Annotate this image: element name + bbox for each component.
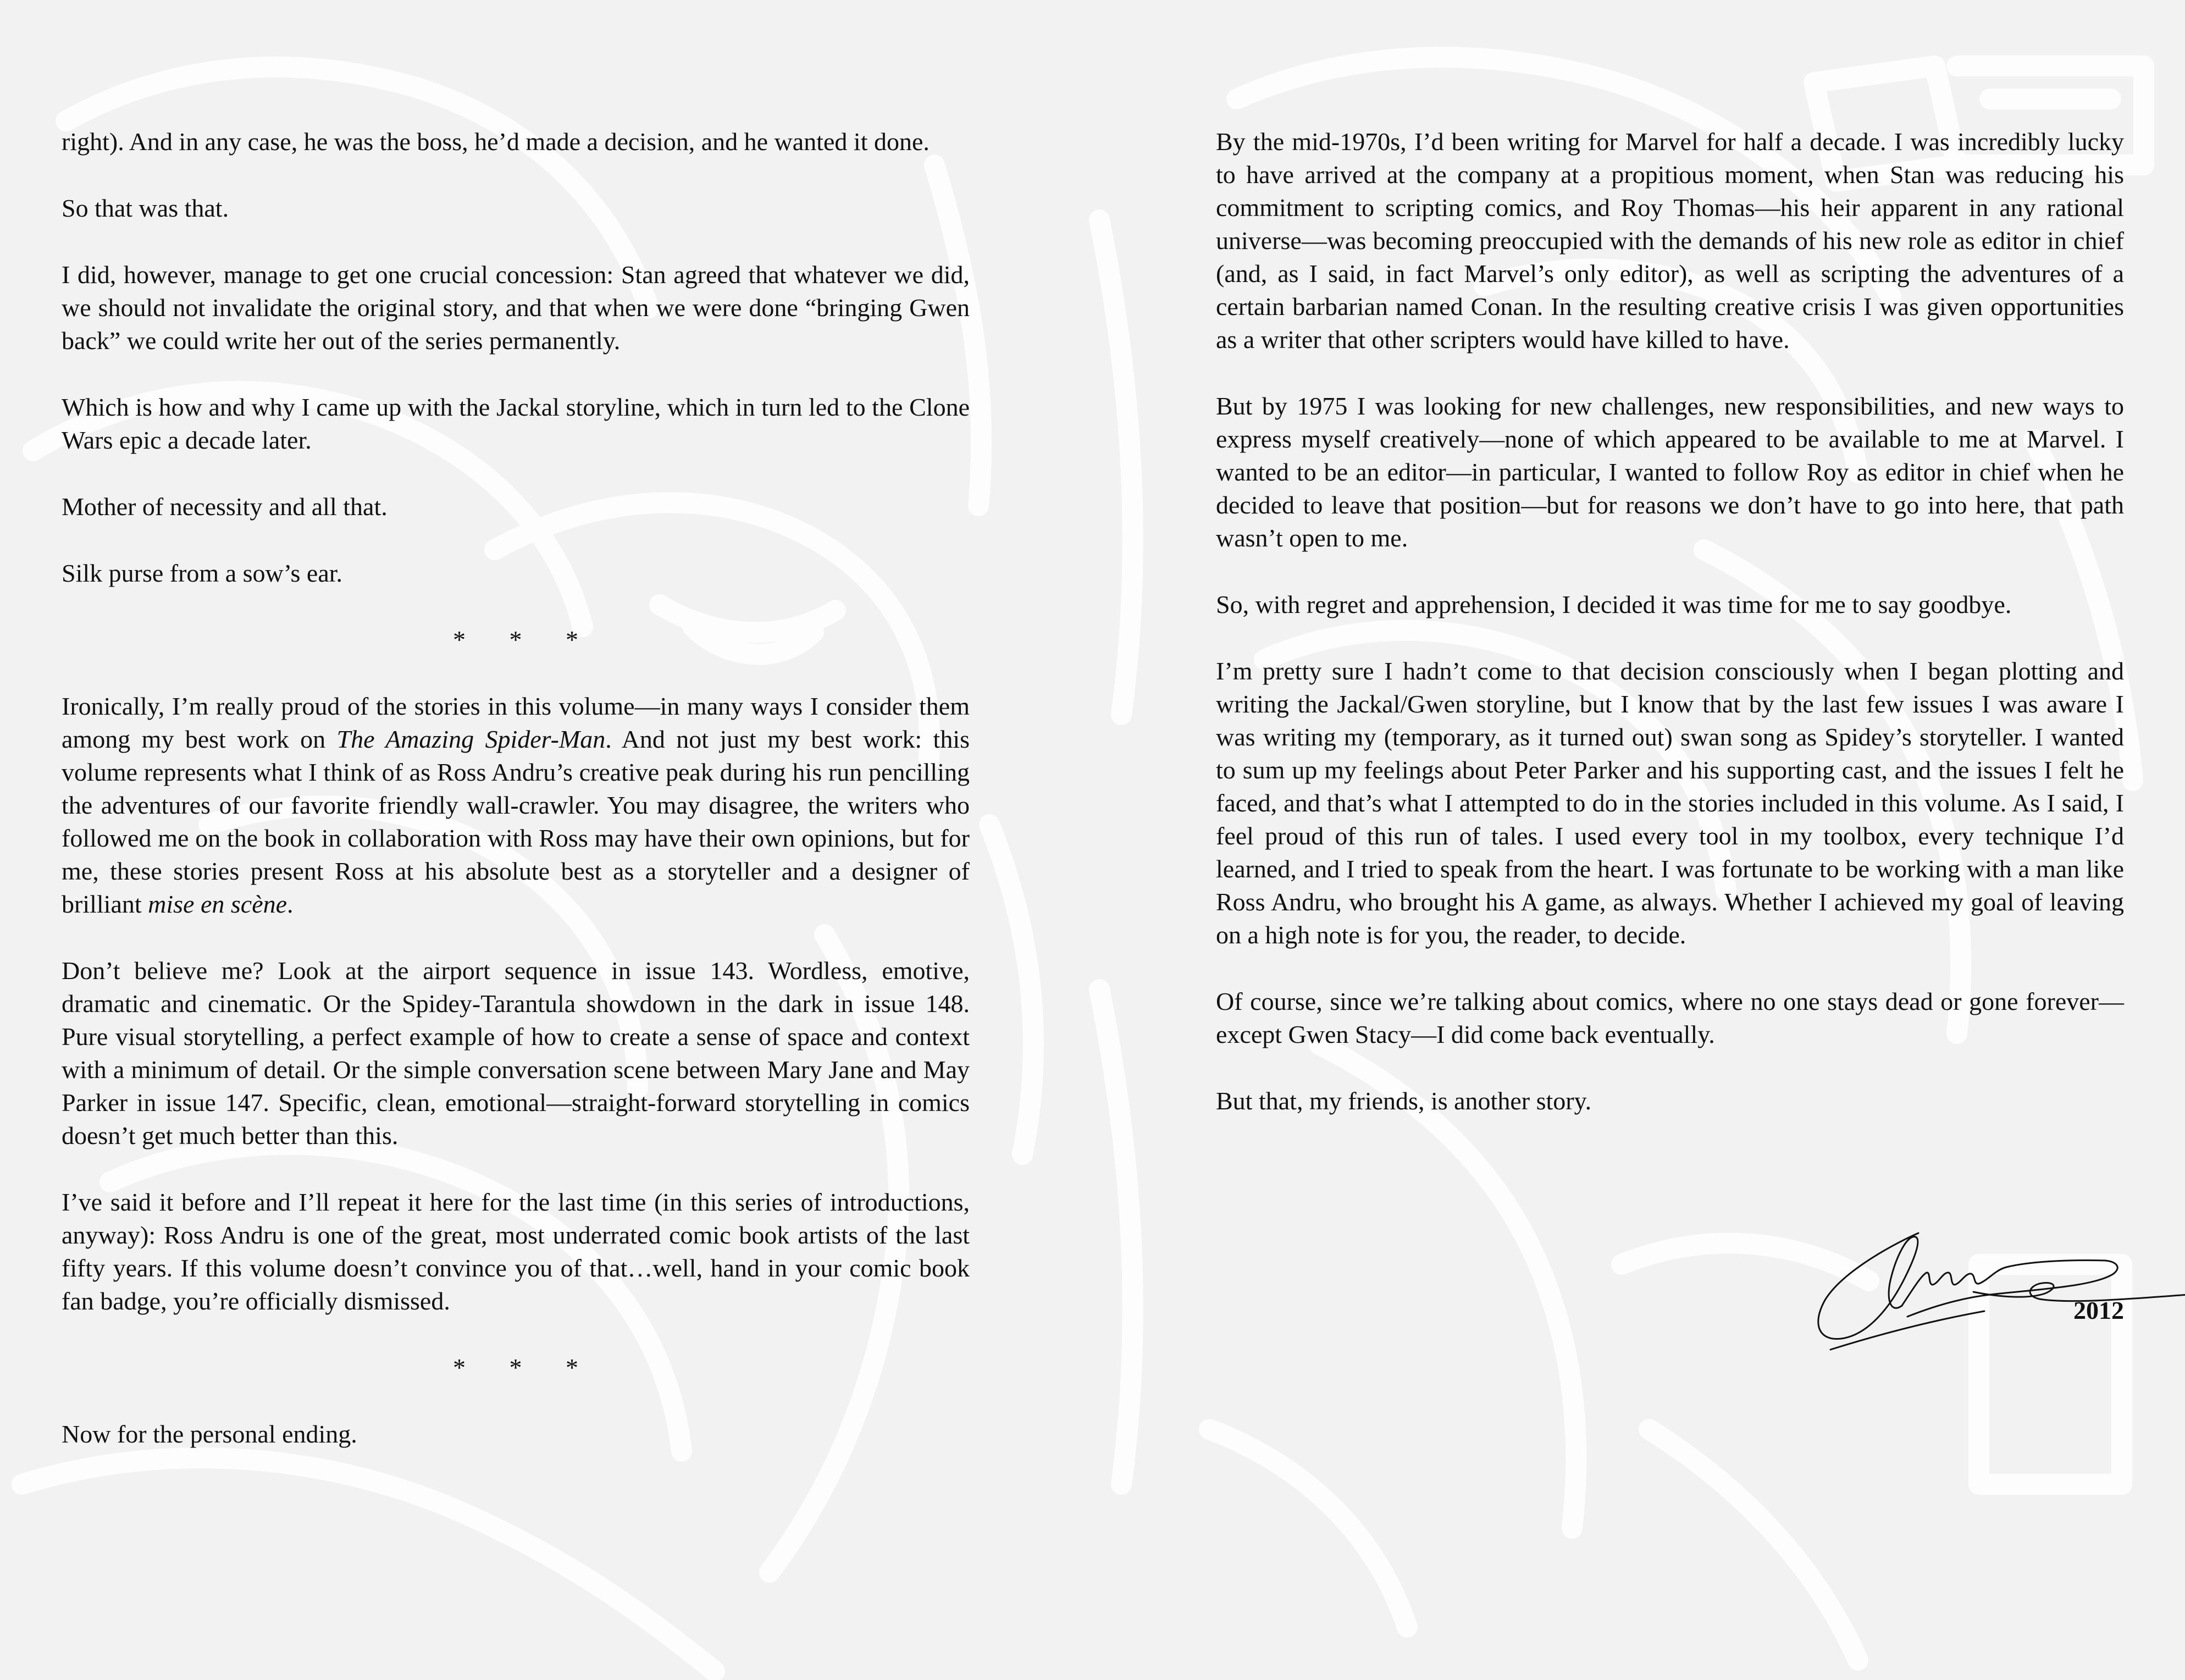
- paragraph: But that, my friends, is another story.: [1216, 1087, 1592, 1115]
- handwritten-signature: [1808, 1223, 2185, 1355]
- paragraph: I did, however, manage to get one crucial concession: Stan agreed that whatever we did, we should not invalidate the original story, and that when we were done “bringing Gwen back” we could write her out of the series permanently.: [62, 261, 970, 355]
- paragraph: Don’t believe me? Look at the airport sequence in issue 143. Wordless, emotive, dramatic and cinematic. Or the Spidey-Tarantula showdown in the dark in issue 148. Pure visual storytelling, a perfect example of how to create a sense of space and context with a minimum of detail. Or the simple conversation scene between Mary Jane and May Parker in issue 147. Specific, clean, emotional—straight-forward storytelling in comics doesn’t get much better than this.: [62, 957, 970, 1150]
- paragraph: By the mid-1970s, I’d been writing for Marvel for half a decade. I was incredibly lucky to have arrived at the company at a propitious moment, when Stan was reducing his commitment to scripting comics, and Roy Thomas—his heir apparent in any rational universe—was becoming preoccupied with the demands of his new role as editor in chief (and, as I said, in fact Marvel’s only editor), as well as scripting the adventures of a certain barbarian named Conan. In the resulting creative crisis I was given opportunities as a writer that other scripters would have killed to have.: [1216, 128, 2124, 353]
- paragraph: I’ve said it before and I’ll repeat it here for the last time (in this series of introductions, anyway): Ross Andru is one of the great, most underrated comic book artists of the last fifty years. If this volume doesn’t convince you of that…well, hand in your comic book fan badge, you’re officially dismissed.: [62, 1188, 970, 1315]
- section-separator: * * *: [453, 626, 597, 654]
- paragraph: Mother of necessity and all that.: [62, 493, 388, 521]
- left-page: [62, 125, 970, 1484]
- paragraph: right). And in any case, he was the boss, he’d made a decision, and he wanted it done.: [62, 128, 930, 156]
- paragraph: [62, 690, 970, 921]
- book-title: The Amazing Spider-Man: [336, 725, 606, 753]
- paragraph: I’m pretty sure I hadn’t come to that decision consciously when I began plotting and writing the Jackal/Gwen storyline, but I know that by the last few issues I was aware I was writing my (temporary, as it turned out) swan song as Spidey’s storyteller. I wanted to sum up my feelings about Peter Parker and his supporting cast, and the issues I felt he faced, and that’s what I attempted to do in the stories included in this volume. As I said, I feel proud of this run of tales. I used every tool in my toolbox, every technique I’d learned, and I tried to speak from the heart. I was fortunate to be working with a man like Ross Andru, who brought his A game, as always. Whether I achieved my goal of leaving on a high note is for you, the reader, to decide.: [1216, 657, 2124, 949]
- paragraph: Which is how and why I came up with the Jackal storyline, which in turn led to the Clone Wars epic a decade later.: [62, 393, 970, 454]
- paragraph: So that was that.: [62, 194, 229, 222]
- italic-phrase: mise en scène: [148, 890, 287, 918]
- paragraph: So, with regret and apprehension, I decided it was time for me to say goodbye.: [1216, 590, 2012, 618]
- paragraph: Of course, since we’re talking about comics, where no one stays dead or gone forever—except Gwen Stacy—I did come back eventually.: [1216, 987, 2124, 1048]
- paragraph-text: .: [287, 890, 294, 918]
- signature-year: 2012: [2073, 1296, 2124, 1324]
- right-page: [1216, 125, 2124, 1151]
- paragraph: But by 1975 I was looking for new challenges, new responsibilities, and new ways to express myself creatively—none of which appeared to be available to me at Marvel. I wanted to be an editor—in particular, I wanted to follow Roy as editor in chief when he decided to leave that position—but for reasons we don’t have to go into here, that path wasn’t open to me.: [1216, 392, 2124, 552]
- paragraph-text: . And not just my best work: this volume represents what I think of as Ross Andru’s creative peak during his run pencilling the adventures of our favorite friendly wall-crawler. You may disagree, the writers who followed me on the book in collaboration with Ross may have their own opinions, but for me, these stories present Ross at his absolute best as a storyteller and a designer of brilliant: [62, 725, 970, 918]
- paragraph: Now for the personal ending.: [62, 1420, 357, 1448]
- paragraph: Silk purse from a sow’s ear.: [62, 559, 343, 587]
- section-separator: * * *: [453, 1353, 597, 1381]
- paragraph-text: Ironically, I’m really proud of the stories in this volume—in many ways I consider them among my best work on: [62, 692, 970, 753]
